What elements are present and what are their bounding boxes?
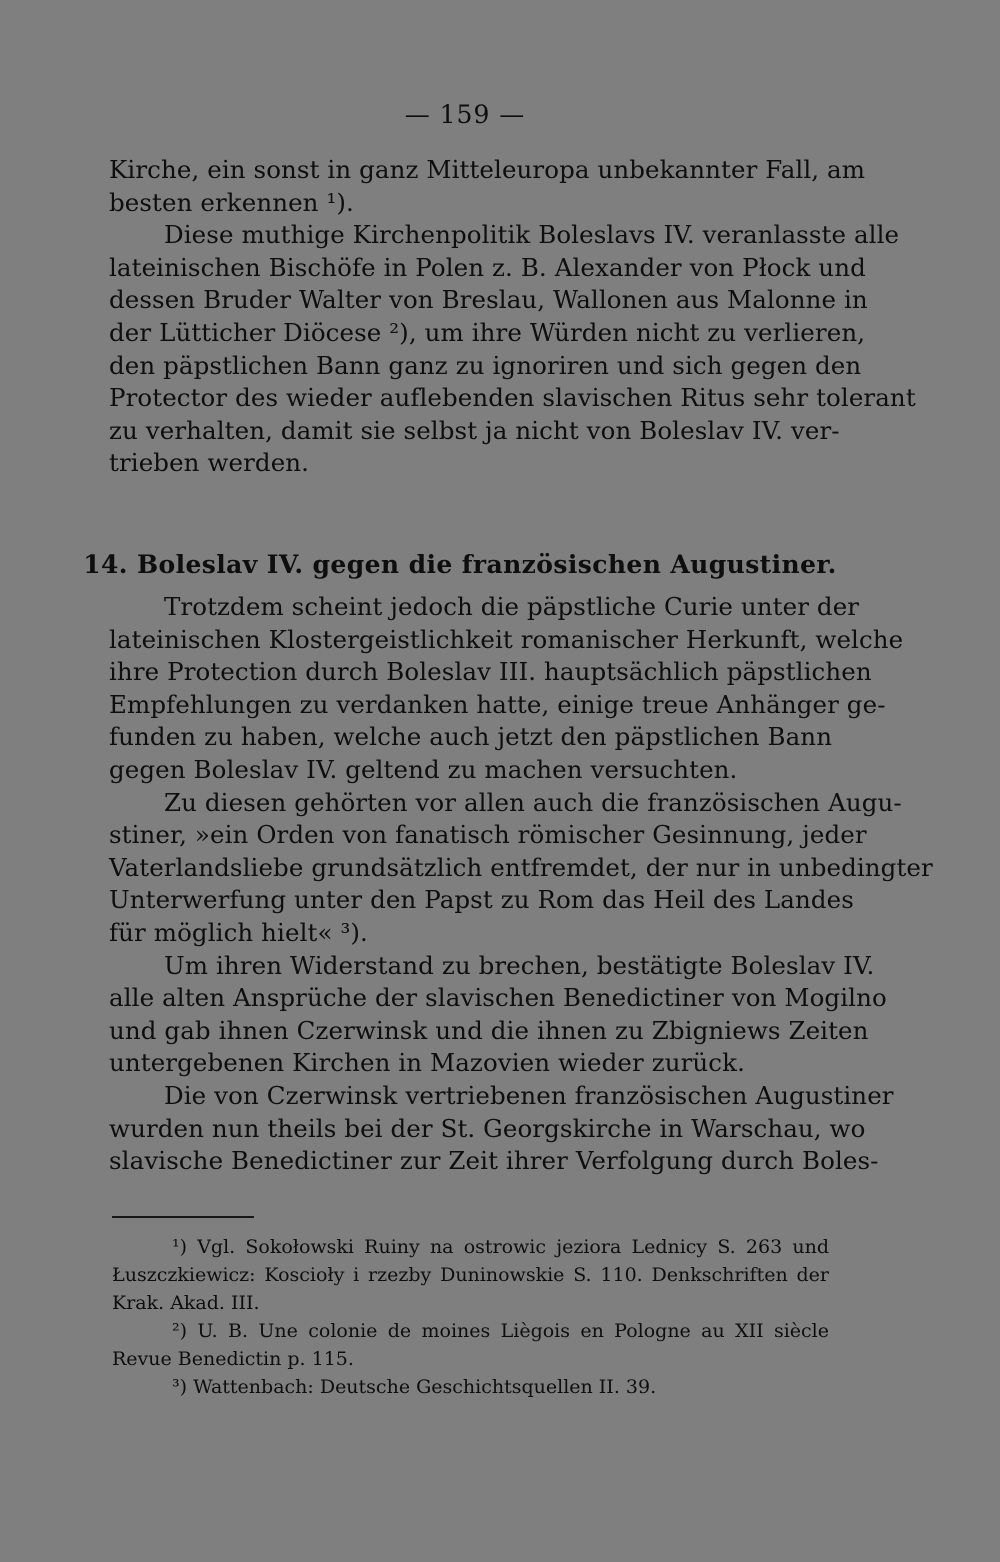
footnote-line: ³) Wattenbach: Deutsche Geschichtsquellen II. 39.	[172, 1376, 657, 1398]
text-line: funden zu haben, welche auch jetzt den päpstlichen Bann	[109, 722, 833, 752]
text-line: slavische Benedictiner zur Zeit ihrer Verfolgung durch Boles-	[109, 1146, 879, 1176]
text-line: dessen Bruder Walter von Breslau, Wallonen aus Malonne in	[109, 285, 868, 315]
text-line: und gab ihnen Czerwinsk und die ihnen zu Zbigniews Zeiten	[109, 1015, 869, 1045]
text-line: stiner, »ein Orden von fanatisch römischer Gesinnung, jeder	[109, 820, 867, 850]
text-line: Zu diesen gehörten vor allen auch die französischen Augu-	[164, 787, 902, 817]
text-line: für möglich hielt« ³).	[109, 918, 368, 947]
section-heading: 14. Boleslav IV. gegen die französischen Augustiner.	[83, 550, 837, 579]
text-line: besten erkennen ¹).	[109, 187, 354, 217]
text-line: Kirche, ein sonst in ganz Mitteleuropa unbekannter Fall, am	[109, 155, 866, 184]
text-line: ihre Protection durch Boleslav III. hauptsächlich päpstlichen	[109, 657, 872, 687]
text-line: Um ihren Widerstand zu brechen, bestätigte Boleslav IV.	[164, 950, 875, 980]
text-line: Trotzdem scheint jedoch die päpstliche Curie unter der	[164, 592, 860, 621]
text-line: Vaterlandsliebe grundsätzlich entfremdet, der nur in unbedingter	[109, 852, 933, 882]
page-number: — 159 —	[404, 100, 526, 129]
footnote-rule	[112, 1216, 254, 1218]
text-line: Protector des wieder auflebenden slavischen Ritus sehr tolerant	[109, 383, 916, 413]
text-line: Empfehlungen zu verdanken hatte, einige treue Anhänger ge-	[109, 689, 886, 719]
footnote-line: Revue Benedictin p. 115.	[112, 1348, 354, 1370]
footnote-line: ²) U. B. Une colonie de moines Liègois en Pologne au XII siècle	[172, 1320, 829, 1342]
footnote-line: Krak. Akad. III.	[112, 1292, 260, 1314]
text-line: zu verhalten, damit sie selbst ja nicht von Boleslav IV. ver-	[109, 415, 840, 445]
text-line: den päpstlichen Bann ganz zu ignoriren und sich gegen den	[109, 350, 862, 380]
footnote-line: ¹) Vgl. Sokołowski Ruiny na ostrowic jeziora Lednicy S. 263 und	[172, 1236, 829, 1258]
text-line: lateinischen Klostergeistlichkeit romanischer Herkunft, welche	[109, 624, 904, 654]
text-line: lateinischen Bischöfe in Polen z. B. Alexander von Płock und	[109, 252, 866, 282]
text-line: Unterwerfung unter den Papst zu Rom das Heil des Landes	[109, 885, 854, 915]
text-line: Die von Czerwinsk vertriebenen französischen Augustiner	[164, 1081, 894, 1110]
text-line: der Lütticher Diöcese ²), um ihre Würden nicht zu verlieren,	[109, 318, 866, 347]
text-line: wurden nun theils bei der St. Georgskirche in Warschau, wo	[109, 1113, 866, 1143]
text-line: alle alten Ansprüche der slavischen Benedictiner von Mogilno	[109, 983, 887, 1013]
footnote-line: Łuszczkiewicz: Koscioły i rzezby Duninowskie S. 110. Denkschriften der	[112, 1264, 829, 1286]
text-line: Diese muthige Kirchenpolitik Boleslavs IV. veranlasste alle	[164, 220, 900, 250]
text-line: trieben werden.	[109, 448, 310, 478]
text-line: gegen Boleslav IV. geltend zu machen versuchten.	[109, 755, 738, 784]
text-line: untergebenen Kirchen in Mazovien wieder zurück.	[109, 1048, 745, 1078]
